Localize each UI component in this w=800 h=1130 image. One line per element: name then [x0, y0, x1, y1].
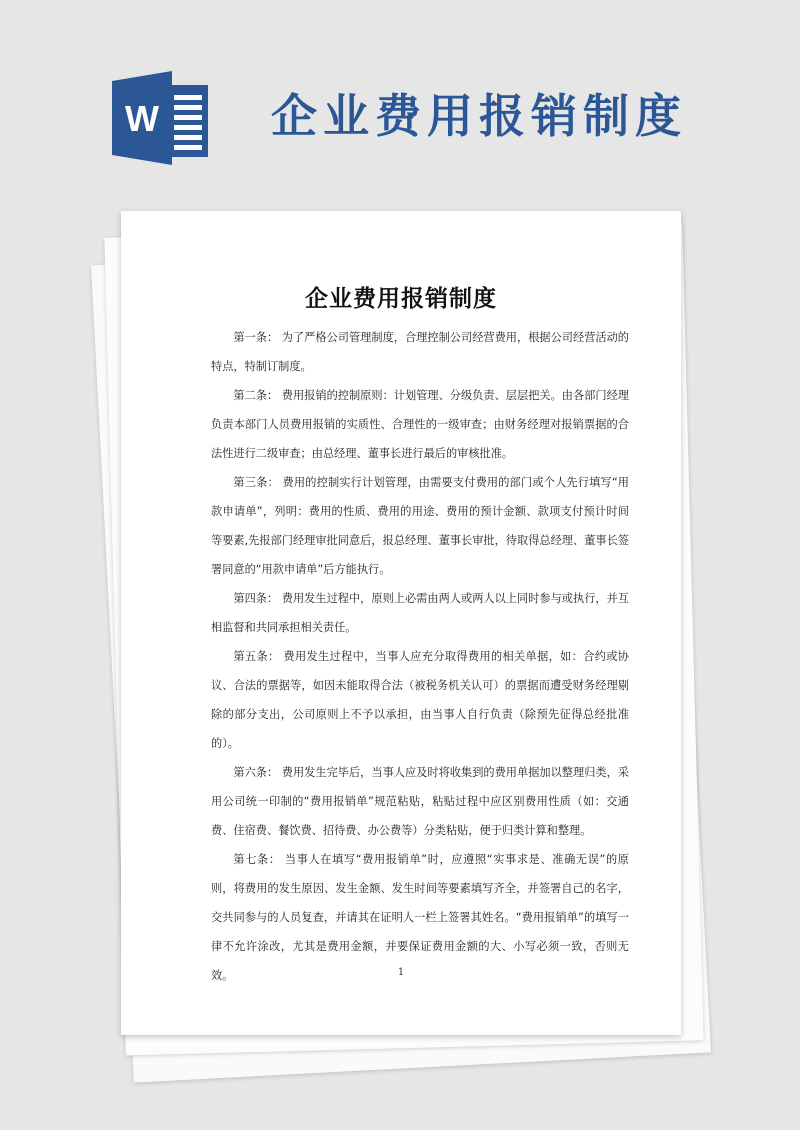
article-4: 第四条： 费用发生过程中，原则上必需由两人或两人以上同时参与或执行，并互相监督和共同承担相关责任。	[211, 592, 629, 634]
banner-title: 企业费用报销制度	[271, 89, 687, 143]
word-icon-letter: W	[125, 98, 159, 139]
article-1: 第一条： 为了严格公司管理制度，合理控制公司经营费用，根据公司经营活动的特点，特制订制度。	[211, 331, 629, 373]
page-number: 1	[397, 967, 405, 978]
article-6: 第六条： 费用发生完毕后，当事人应及时将收集到的费用单据加以整理归类，采用公司统一印制的“费用报销单”规范粘贴，粘贴过程中应区别费用性质（如：交通费、住宿费、餐饮费、招待费、办公费等）分类粘贴，便于归类计算和整理。	[211, 766, 629, 837]
banner	[0, 0, 800, 200]
article-3: 第三条： 费用的控制实行计划管理，由需要支付费用的部门或个人先行填写“用款申请单”，列明：费用的性质、费用的用途、费用的预计金额、款项支付预计时间等要素,先报部门经理审批同意后，报总经理、董事长审批，待取得总经理、董事长签署同意的“用款申请单”后方能执行。	[211, 476, 629, 576]
article-5: 第五条： 费用发生过程中，当事人应充分取得费用的相关单据，如：合约或协议、合法的票据等，如因未能取得合法（被税务机关认可）的票据而遭受财务经理剔除的部分支出，公司原则上不予以承担，由当事人自行负责（除预先征得总经批准的）。	[211, 650, 629, 750]
document-page	[121, 211, 681, 1035]
word-document-icon	[112, 71, 212, 165]
document-body	[211, 323, 629, 990]
document-title: 企业费用报销制度	[305, 286, 497, 312]
article-7: 第七条： 当事人在填写“费用报销单”时，应遵照“实事求是、准确无误”的原则，将费用的发生原因、发生金额、发生时间等要素填写齐全，并签署自己的名字，交共同参与的人员复查，并请其在证明人一栏上签署其姓名。“费用报销单”的填写一律不允许涂改，尤其是费用金额，并要保证费用金额的大、小写必须一致，否则无效。	[211, 853, 629, 982]
article-2: 第二条： 费用报销的控制原则：计划管理、分级负责、层层把关。由各部门经理负责本部门人员费用报销的实质性、合理性的一级审查；由财务经理对报销票据的合法性进行二级审查；由总经理、董事长进行最后的审核批准。	[211, 389, 629, 460]
